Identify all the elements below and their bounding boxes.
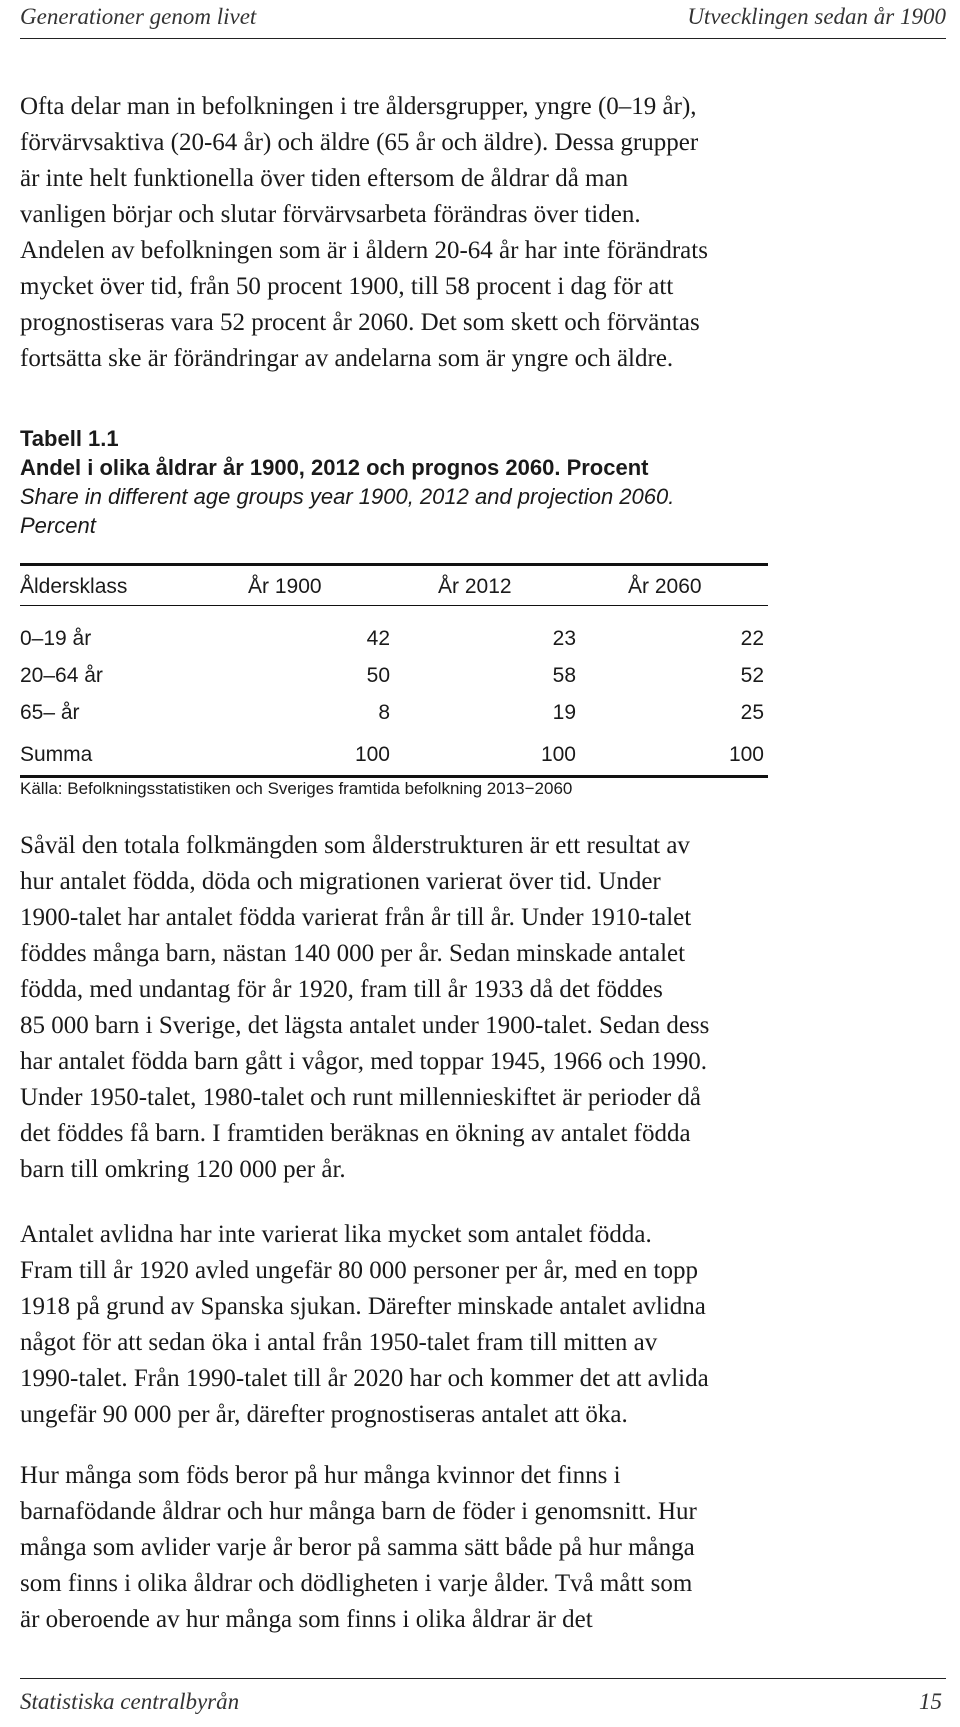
text-line: Ofta delar man in befolkningen i tre åldersgrupper, yngre (0–19 år), — [20, 93, 697, 120]
cell-total-label: Summa — [20, 743, 93, 766]
text-line: Såväl den totala folkmängden som ålderstrukturen är ett resultat av — [20, 832, 690, 859]
paragraph-3 — [20, 1217, 950, 1433]
header-year-2012: År 2012 — [438, 575, 512, 598]
text-line: 85 000 barn i Sverige, det lägsta antalet under 1900-talet. Sedan dess — [20, 1012, 710, 1039]
table-title-english: Share in different age groups year 1900, 2012 and projection 2060. — [20, 484, 675, 509]
cell-age-class: 20–64 år — [20, 664, 103, 687]
text-line: har antalet födda barn gått i vågor, med toppar 1945, 1966 och 1990. — [20, 1048, 707, 1075]
cell-age-class: 65– år — [20, 701, 80, 724]
header-year-2060: År 2060 — [628, 575, 702, 598]
text-line: hur antalet födda, döda och migrationen varierat över tid. Under — [20, 868, 661, 895]
text-line: 1918 på grund av Spanska sjukan. Därefter minskade antalet avlidna — [20, 1293, 706, 1320]
header-left-title: Generationer genom livet — [20, 4, 257, 29]
table-label: Tabell 1.1 — [20, 426, 119, 451]
text-line: barn till omkring 120 000 per år. — [20, 1156, 346, 1183]
cell-1900: 8 — [378, 701, 390, 724]
cell-2060: 25 — [740, 701, 764, 724]
text-line: prognostiseras vara 52 procent år 2060. Det som skett och förväntas — [20, 309, 700, 336]
text-line: Hur många som föds beror på hur många kvinnor det finns i — [20, 1462, 621, 1489]
header-right-title: Utvecklingen sedan år 1900 — [687, 4, 946, 29]
paragraph-1 — [20, 89, 950, 377]
text-line: det föddes få barn. I framtiden beräknas en ökning av antalet födda — [20, 1120, 691, 1147]
text-line: Under 1950-talet, 1980-talet och runt millennieskiftet är perioder då — [20, 1084, 702, 1111]
cell-age-class: 0–19 år — [20, 627, 92, 650]
cell-1900: 100 — [354, 743, 390, 766]
text-line: är oberoende av hur många som finns i olika åldrar är det — [20, 1606, 593, 1633]
text-line: mycket över tid, från 50 procent 1900, till 58 procent i dag för att — [20, 273, 674, 300]
cell-2060: 22 — [740, 627, 764, 650]
text-line: många som avlider varje år beror på samma sätt både på hur många — [20, 1534, 695, 1561]
paragraph-4 — [20, 1458, 950, 1638]
header-age-class: Åldersklass — [20, 575, 128, 598]
page-footer — [20, 1678, 946, 1719]
cell-2012: 19 — [552, 701, 576, 724]
table-title-swedish: Andel i olika åldrar år 1900, 2012 och prognos 2060. Procent — [20, 455, 649, 480]
text-line: något för att sedan öka i antal från 1950-talet fram till mitten av — [20, 1329, 658, 1356]
text-line: 1990-talet. Från 1990-talet till år 2020 har och kommer det att avlida — [20, 1365, 709, 1392]
cell-1900: 42 — [366, 627, 390, 650]
text-line: barnafödande åldrar och hur många barn de föder i genomsnitt. Hur — [20, 1498, 697, 1525]
cell-2060: 100 — [728, 743, 764, 766]
table-title-english-cont: Percent — [20, 513, 96, 538]
table-total-row — [20, 743, 768, 771]
text-line: som finns i olika åldrar och dödligheten i varje ålder. Två mått som — [20, 1570, 693, 1597]
page-number: 15 — [919, 1689, 942, 1714]
footer-publisher: Statistiska centralbyrån — [20, 1689, 240, 1714]
text-line: fortsätta ske är förändringar av andelarna som är yngre och äldre. — [20, 345, 674, 372]
page-header — [20, 0, 946, 39]
cell-2012: 23 — [552, 627, 576, 650]
table-header-row — [20, 575, 768, 603]
table-row — [20, 701, 768, 729]
table-row — [20, 627, 768, 655]
text-line: Fram till år 1920 avled ungefär 80 000 personer per år, med en topp — [20, 1257, 698, 1284]
cell-2060: 52 — [740, 664, 764, 687]
text-line: vanligen börjar och slutar förvärvsarbeta förändras över tiden. — [20, 201, 641, 228]
table-row — [20, 664, 768, 692]
table-header-rule — [20, 605, 768, 606]
header-year-1900: År 1900 — [248, 575, 322, 598]
paragraph-2 — [20, 828, 950, 1188]
cell-1900: 50 — [366, 664, 390, 687]
cell-2012: 100 — [540, 743, 576, 766]
text-line: Andelen av befolkningen som är i åldern 20-64 år har inte förändrats — [20, 237, 708, 264]
table-caption — [20, 424, 920, 540]
cell-2012: 58 — [552, 664, 576, 687]
table-source-note: Källa: Befolkningsstatistiken och Sveriges framtida befolkning 2013−2060 — [20, 779, 573, 798]
text-line: ungefär 90 000 per år, därefter prognostiseras antalet att öka. — [20, 1401, 628, 1428]
table-top-rule — [20, 563, 768, 566]
table-bottom-rule — [20, 775, 768, 778]
text-line: födda, med undantag för år 1920, fram till år 1933 då det föddes — [20, 976, 663, 1003]
text-line: Antalet avlidna har inte varierat lika mycket som antalet födda. — [20, 1221, 652, 1248]
text-line: förvärvsaktiva (20-64 år) och äldre (65 år och äldre). Dessa grupper — [20, 129, 699, 156]
text-line: är inte helt funktionella över tiden eftersom de åldrar då man — [20, 165, 629, 192]
text-line: 1900-talet har antalet födda varierat från år till år. Under 1910-talet — [20, 904, 692, 931]
text-line: föddes många barn, nästan 140 000 per år. Sedan minskade antalet — [20, 940, 686, 967]
